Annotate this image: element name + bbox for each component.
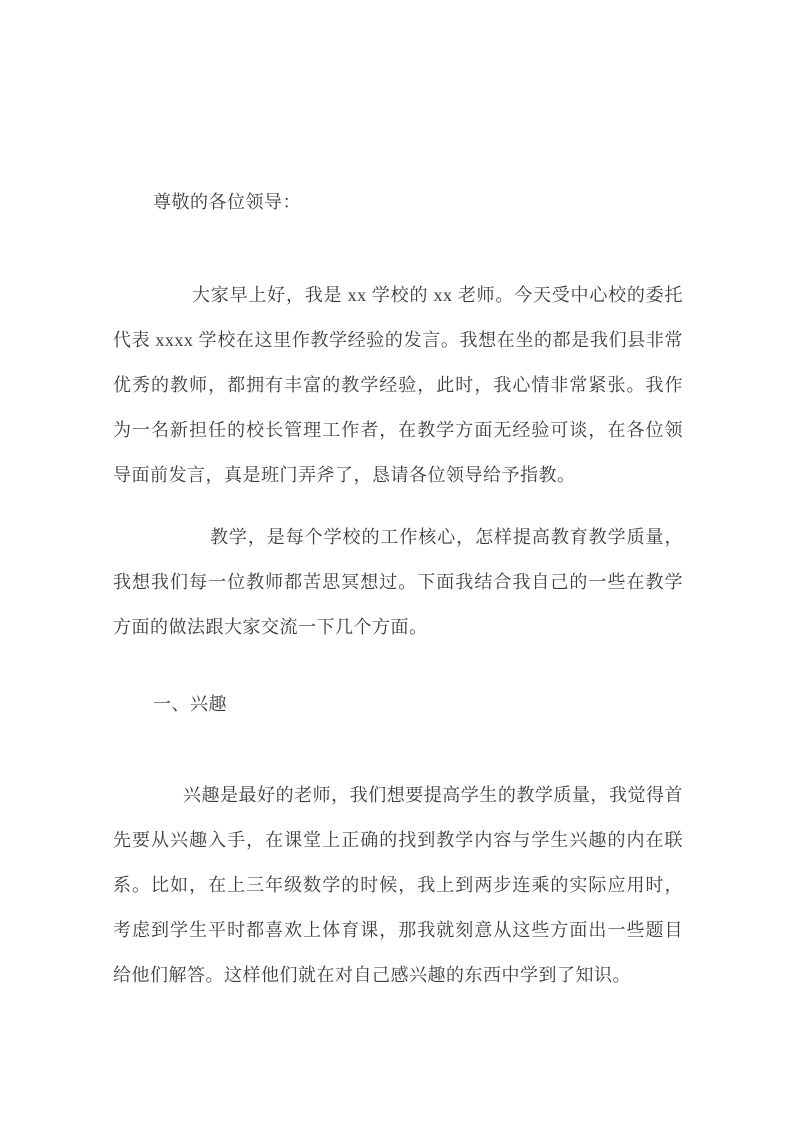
text-line: 大家早上好，我是 xx 学校的 xx 老师。今天受中心校的委托 — [192, 285, 683, 305]
text-line: 代表 xxxx 学校在这里作教学经验的发言。我想在坐的都是我们县非常 — [113, 330, 683, 350]
text-line: 导面前发言，真是班门弄斧了，恳请各位领导给予指教。 — [113, 465, 576, 485]
text-line: 考虑到学生平时都喜欢上体育课，那我就刻意从这些方面出一些题目 — [113, 920, 683, 940]
section-heading-line: 一、兴趣 — [153, 694, 227, 714]
text-line: 我想我们每一位教师都苦思冥想过。下面我结合我自己的一些在教学 — [113, 572, 683, 592]
text-line: 兴趣是最好的老师，我们想要提高学生的教学质量，我觉得首 — [183, 785, 683, 805]
text-line: 先要从兴趣入手，在课堂上正确的找到教学内容与学生兴趣的内在联 — [113, 830, 683, 850]
salutation — [113, 180, 683, 225]
text-line: 优秀的教师，都拥有丰富的教学经验，此时，我心情非常紧张。我作 — [113, 375, 683, 395]
salutation-line: 尊敬的各位领导： — [153, 192, 301, 212]
section-heading — [113, 682, 683, 727]
text-line: 给他们解答。这样他们就在对自己感兴趣的东西中学到了知识。 — [113, 965, 631, 985]
paragraph-2 — [113, 515, 683, 650]
text-column — [113, 180, 683, 998]
text-line: 系。比如，在上三年级数学的时候，我上到两步连乘的实际应用时， — [113, 875, 683, 895]
paragraph-3 — [113, 773, 683, 998]
paragraph-1 — [113, 273, 683, 498]
text-line: 教学，是每个学校的工作核心，怎样提高教育教学质量， — [210, 527, 683, 547]
text-line: 为一名新担任的校长管理工作者，在教学方面无经验可谈，在各位领 — [113, 420, 683, 440]
text-line: 方面的做法跟大家交流一下几个方面。 — [113, 617, 428, 637]
